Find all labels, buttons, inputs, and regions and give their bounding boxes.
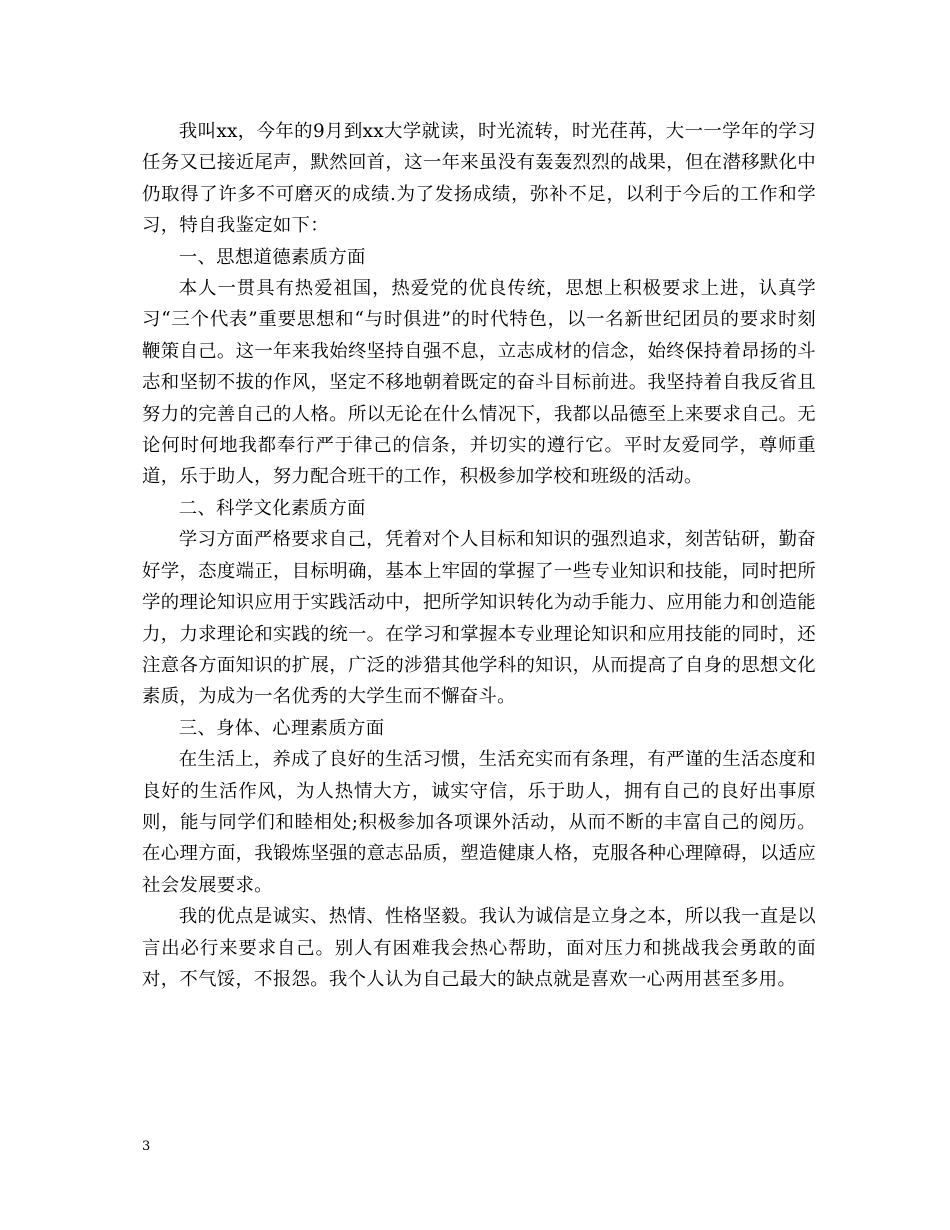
page-number: 3 (142, 1139, 151, 1154)
section-heading-health: 三、身体、心理素质方面 (178, 717, 385, 739)
intro-paragraph: 我叫xx，今年的9月到xx大学就读，时光流转，时光荏苒，大一一学年的学习任务又已接近尾声，默然回首，这一年来虽没有轰轰烈烈的战果，但在潜移默化中仍取得了许多不可磨灭的成绩.为了发扬成绩，弥补不足，以利于今后的工作和学习，特自我鉴定如下： (142, 121, 816, 237)
document-body (142, 116, 816, 995)
strengths-paragraph: 我的优点是诚实、热情、性格坚毅。我认为诚信是立身之本，所以我一直是以言出必行来要求自己。别人有困难我会热心帮助，面对压力和挑战我会勇敢的面对，不气馁，不报怨。我个人认为自己最大的缺点就是喜欢一心两用甚至多用。 (142, 906, 816, 990)
moral-paragraph: 本人一贯具有热爱祖国，热爱党的优良传统，思想上积极要求上进，认真学习“三个代表”重要思想和“与时俱进”的时代特色，以一名新世纪团员的要求时刻鞭策自己。这一年来我始终坚持自强不息，立志成材的信念，始终保持着昂扬的斗志和坚韧不拔的作风，坚定不移地朝着既定的奋斗目标前进。我坚持着自我反省且努力的完善自己的人格。所以无论在什么情况下，我都以品德至上来要求自己。无论何时何地我都奉行严于律己的信条，并切实的遵行它。平时友爱同学，尊师重道，乐于助人，努力配合班干的工作，积极参加学校和班级的活动。 (142, 278, 816, 488)
science-paragraph: 学习方面严格要求自己，凭着对个人目标和知识的强烈追求，刻苦钻研，勤奋好学，态度端正，目标明确，基本上牢固的掌握了一些专业知识和技能，同时把所学的理论知识应用于实践活动中，把所学知识转化为动手能力、应用能力和创造能力，力求理论和实践的统一。在学习和掌握本专业理论知识和应用技能的同时，还注意各方面知识的扩展，广泛的涉猎其他学科的知识，从而提高了自身的思想文化素质，为成为一名优秀的大学生而不懈奋斗。 (142, 529, 816, 708)
section-heading-science: 二、科学文化素质方面 (178, 497, 366, 519)
health-paragraph: 在生活上，养成了良好的生活习惯，生活充实而有条理，有严谨的生活态度和良好的生活作风，为人热情大方，诚实守信，乐于助人，拥有自己的良好出事原则，能与同学们和睦相处;积极参加各项课外活动，从而不断的丰富自己的阅历。在心理方面，我锻炼坚强的意志品质，塑造健康人格，克服各种心理障碍，以适应社会发展要求。 (142, 749, 816, 896)
section-heading-moral: 一、思想道德素质方面 (178, 246, 366, 268)
